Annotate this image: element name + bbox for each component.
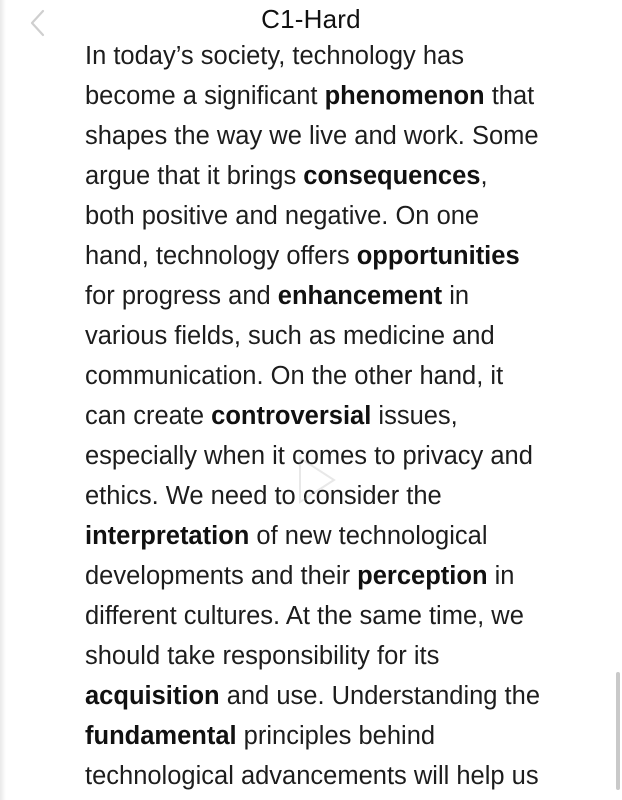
text-segment: technological advancements will help us xyxy=(85,762,539,790)
text-segment: for progress and xyxy=(85,282,278,310)
text-segment: argue that it brings xyxy=(85,162,304,190)
text-segment: especially when it comes to privacy and xyxy=(85,442,533,470)
text-segment: In today’s society, technology has xyxy=(85,42,464,70)
text-line xyxy=(85,436,585,476)
text-line xyxy=(85,676,585,716)
article-text xyxy=(85,36,585,796)
text-segment: different cultures. At the same time, we xyxy=(85,602,524,630)
vocab-word: enhancement xyxy=(277,282,443,310)
left-edge-shadow xyxy=(0,0,6,800)
vocab-word: phenomenon xyxy=(324,82,485,110)
text-line xyxy=(85,236,585,276)
vocab-word: consequences xyxy=(303,162,481,190)
text-segment: various fields, such as medicine and xyxy=(85,322,495,350)
text-segment: in xyxy=(487,562,515,590)
text-line xyxy=(85,476,585,516)
text-line xyxy=(85,76,585,116)
text-segment: should take responsibility for its xyxy=(85,642,440,670)
vocab-word: interpretation xyxy=(85,522,250,550)
text-line xyxy=(85,316,585,356)
text-line xyxy=(85,356,585,396)
vocab-word: controversial xyxy=(211,402,372,430)
text-segment: in xyxy=(442,282,470,310)
vocab-word: fundamental xyxy=(85,722,237,750)
page-title: C1-Hard xyxy=(261,4,361,34)
text-line xyxy=(85,156,585,196)
text-line xyxy=(85,276,585,316)
text-line xyxy=(85,116,585,156)
text-segment: shapes the way we live and work. Some xyxy=(85,122,539,150)
text-segment: and use. Understanding the xyxy=(219,682,541,710)
vocab-word: acquisition xyxy=(85,682,220,710)
text-line xyxy=(85,716,585,756)
text-line xyxy=(85,396,585,436)
text-line xyxy=(85,756,585,796)
text-segment: of new technological xyxy=(249,522,488,550)
text-segment: issues, xyxy=(371,402,458,430)
vocab-word: perception xyxy=(357,562,488,590)
text-segment: that xyxy=(484,82,535,110)
text-segment: become a significant xyxy=(85,82,325,110)
text-segment: communication. On the other hand, it xyxy=(85,362,504,390)
text-segment: can create xyxy=(85,402,212,430)
scroll-indicator[interactable] xyxy=(616,672,620,790)
text-line xyxy=(85,596,585,636)
text-line xyxy=(85,36,585,76)
text-line xyxy=(85,196,585,236)
text-segment: both positive and negative. On one xyxy=(85,202,480,230)
text-segment: developments and their xyxy=(85,562,358,590)
text-segment: principles behind xyxy=(236,722,436,750)
text-line xyxy=(85,556,585,596)
text-segment: ethics. We need to consider the xyxy=(85,482,442,510)
vocab-word: opportunities xyxy=(356,242,520,270)
text-line xyxy=(85,636,585,676)
text-segment: hand, technology offers xyxy=(85,242,357,270)
text-line xyxy=(85,516,585,556)
text-segment: , xyxy=(480,162,488,190)
